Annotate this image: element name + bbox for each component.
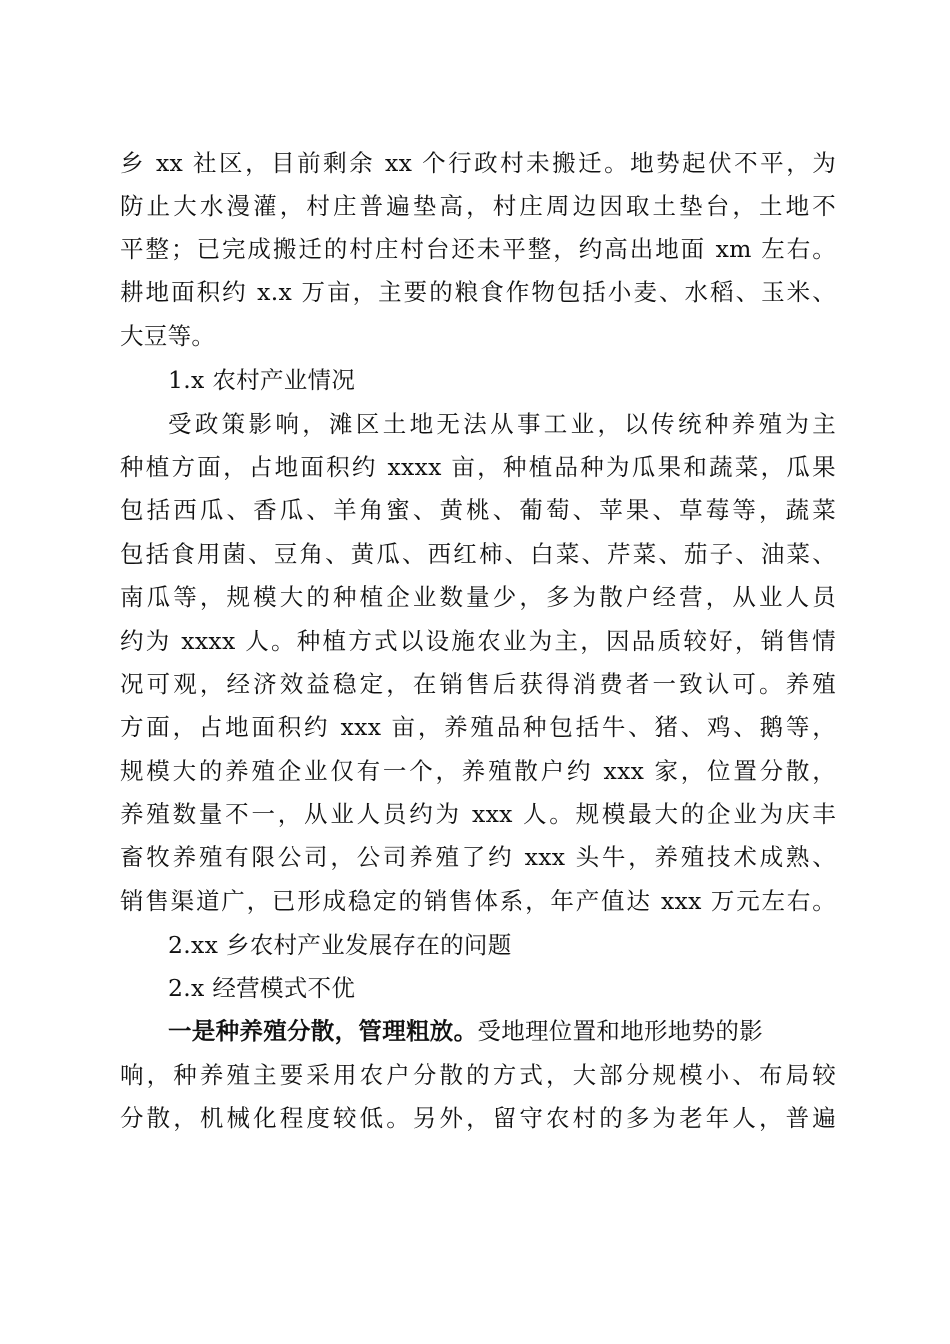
text-line: 养殖数量不一，从业人员约为 xxx 人。规模最大的企业为庆丰	[120, 800, 836, 828]
text-line: 大豆等。	[120, 322, 216, 350]
text-line: 约为 xxxx 人。种植方式以设施农业为主，因品质较好，销售情	[120, 627, 836, 655]
text-line: 规模大的养殖企业仅有一个，养殖散户约 xxx 家，位置分散，	[120, 757, 836, 785]
text-line: 分散，机械化程度较低。另外，留守农村的多为老年人，普遍	[120, 1104, 836, 1132]
text-line: 销售渠道广，已形成稳定的销售体系，年产值达 xxx 万元左右。	[120, 887, 836, 915]
text-line: 平整；已完成搬迁的村庄村台还未平整，约高出地面 xm 左右。	[120, 235, 836, 263]
text-line: 耕地面积约 x.x 万亩，主要的粮食作物包括小麦、水稻、玉米、	[120, 278, 836, 306]
text-line: 包括食用菌、豆角、黄瓜、西红柿、白菜、芹菜、茄子、油菜、	[120, 540, 836, 568]
section-heading: 1.x 农村产业情况	[168, 366, 356, 394]
text-line: 南瓜等，规模大的种植企业数量少，多为散户经营，从业人员	[120, 583, 836, 611]
bold-lead-phrase: 一是种养殖分散，管理粗放。	[168, 1017, 478, 1045]
subsection-heading: 2.x 经营模式不优	[168, 974, 356, 1002]
section-heading: 2.xx 乡农村产业发展存在的问题	[168, 931, 512, 959]
text-line: 包括西瓜、香瓜、羊角蜜、黄桃、葡萄、苹果、草莓等，蔬菜	[120, 496, 836, 524]
text-line: 防止大水漫灌，村庄普遍垫高，村庄周边因取土垫台，土地不	[120, 192, 836, 220]
text-line: 受地理位置和地形地势的影	[477, 1017, 764, 1045]
text-line: 况可观，经济效益稳定，在销售后获得消费者一致认可。养殖	[120, 670, 836, 698]
text-line: 响，种养殖主要采用农户分散的方式，大部分规模小、布局较	[120, 1061, 836, 1089]
text-line: 种植方面，占地面积约 xxxx 亩，种植品种为瓜果和蔬菜，瓜果	[120, 453, 836, 481]
paragraph-first-line	[168, 1011, 836, 1051]
text-line: 畜牧养殖有限公司，公司养殖了约 xxx 头牛，养殖技术成熟、	[120, 843, 836, 871]
text-line: 方面，占地面积约 xxx 亩，养殖品种包括牛、猪、鸡、鹅等，	[120, 713, 836, 741]
text-line: 乡 xx 社区，目前剩余 xx 个行政村未搬迁。地势起伏不平，为	[120, 149, 836, 177]
paragraph-first-line: 受政策影响，滩区土地无法从事工业，以传统种养殖为主	[168, 410, 836, 438]
